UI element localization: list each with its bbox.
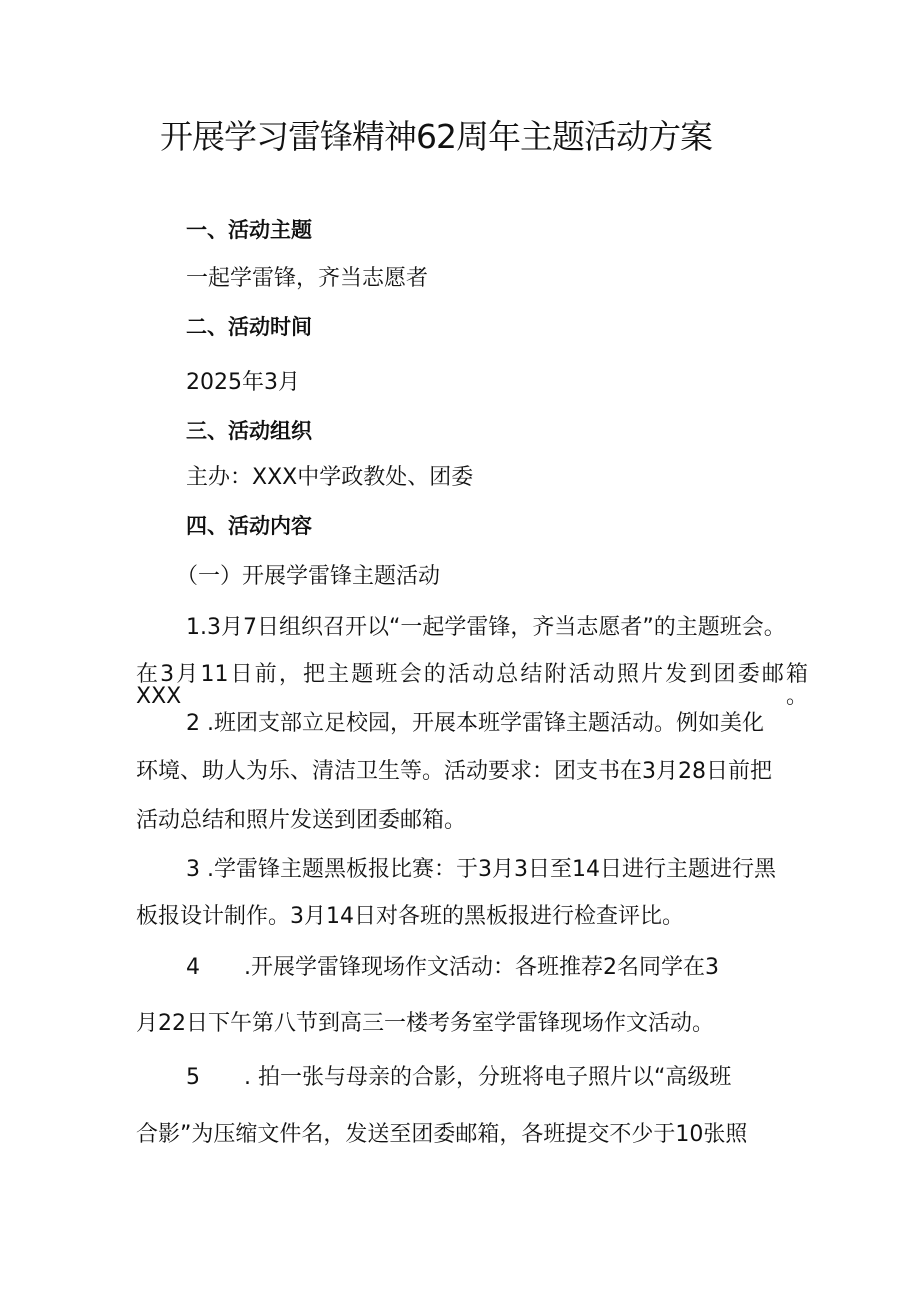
section-body-time: 2025年3月 <box>186 370 300 395</box>
list-item-line: .开展学雷锋现场作文活动：各班推荐2名同学在3 <box>244 955 719 980</box>
list-item-number: 4 <box>186 955 200 980</box>
list-item-line: 板报设计制作。3月14日对各班的黑板报进行检查评比。 <box>136 904 684 929</box>
section-heading-theme: 一、活动主题 <box>186 218 312 242</box>
section-heading-time: 二、活动时间 <box>186 315 312 339</box>
section-body-theme: 一起学雷锋，齐当志愿者 <box>186 266 429 291</box>
list-item-line: 1.3月7日组织召开以“一起学雷锋，齐当志愿者”的主题班会。 <box>186 615 786 640</box>
list-item-line: 合影”为压缩文件名，发送至团委邮箱，各班提交不少于10张照 <box>136 1122 748 1147</box>
section-heading-organization: 三、活动组织 <box>186 419 312 443</box>
list-item-number: 5 <box>186 1065 200 1090</box>
list-item-line: 2 .班团支部立足校园，开展本班学雷锋主题活动。例如美化 <box>186 711 764 736</box>
list-item-line: 月22日下午第八节到高三一楼考务室学雷锋现场作文活动。 <box>136 1011 714 1036</box>
list-item-line: 在3月11日前，把主题班会的活动总结附活动照片发到团委邮箱XXX。 <box>136 662 808 709</box>
document-title: 开展学习雷锋精神62周年主题活动方案 <box>160 117 712 156</box>
list-item-line: 环境、助人为乐、清洁卫生等。活动要求：团支书在3月28日前把 <box>136 759 772 784</box>
section-body-organization: 主办：XXX中学政教处、团委 <box>186 465 474 490</box>
list-item-line: 活动总结和照片发送到团委邮箱。 <box>136 808 467 833</box>
list-item-line: 3 .学雷锋主题黑板报比赛：于3月3日至14日进行主题进行黑 <box>186 857 776 882</box>
list-item-line: . 拍一张与母亲的合影，分班将电子照片以“高级班 <box>244 1065 732 1090</box>
section-heading-content: 四、活动内容 <box>186 514 312 538</box>
subsection-heading: （一）开展学雷锋主题活动 <box>176 564 441 589</box>
